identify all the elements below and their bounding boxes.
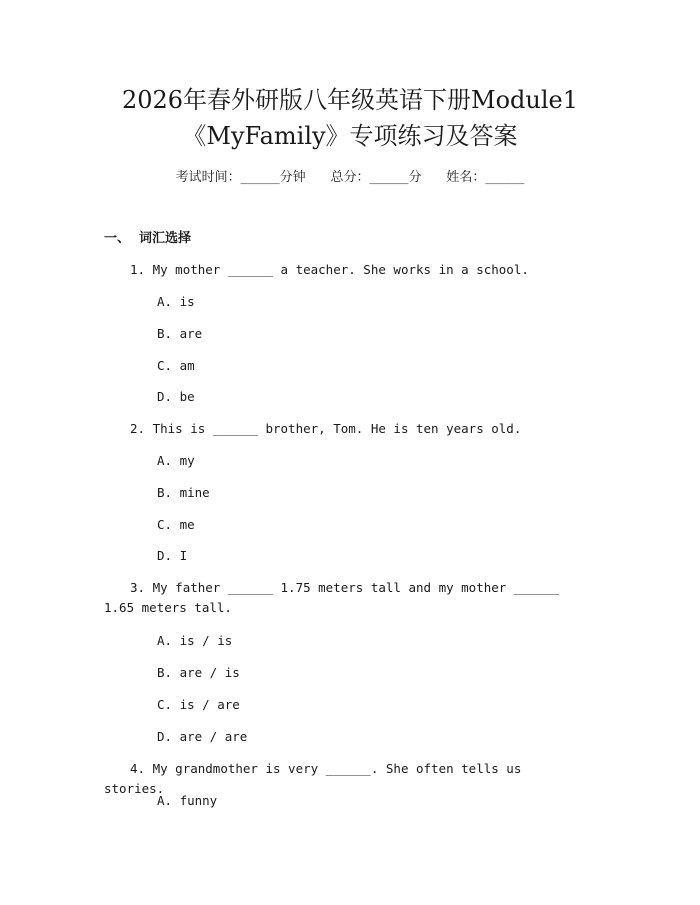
option-3b: B. are / is	[157, 665, 240, 680]
question-text: My mother ______ a teacher. She works in a school.	[152, 262, 529, 277]
option-1d: D. be	[157, 389, 195, 404]
score-label: 总分：	[330, 170, 370, 185]
page-title-line-1: 2026年春外研版八年级英语下册Module1	[121, 86, 579, 114]
time-blank: ______	[240, 170, 280, 185]
option-2b: B. mine	[157, 485, 210, 500]
time-unit: 分钟	[279, 170, 306, 185]
page-title-line-2: 《MyFamily》专项练习及答案	[182, 122, 518, 150]
option-2a: A. my	[157, 453, 195, 468]
question-text: My grandmother is very ______. She often tells us stories.	[104, 761, 522, 796]
exam-info-line	[0, 168, 700, 188]
question-text: This is ______ brother, Tom. He is ten years old.	[152, 421, 522, 436]
section-heading: 一、 词汇选择	[104, 231, 192, 246]
option-4a: A. funny	[157, 793, 218, 808]
question-number: 2.	[130, 421, 146, 436]
question-3	[104, 578, 574, 618]
score-blank: ______	[369, 170, 409, 185]
score-unit: 分	[408, 170, 422, 185]
option-3c: C. is / are	[157, 697, 240, 712]
question-number: 4.	[130, 761, 146, 776]
option-3a: A. is / is	[157, 633, 233, 648]
question-1	[104, 260, 574, 280]
option-3d: D. are / are	[157, 729, 248, 744]
time-label: 考试时间：	[175, 170, 241, 185]
question-number: 1.	[130, 262, 146, 277]
option-1c: C. am	[157, 358, 195, 373]
option-2c: C. me	[157, 517, 195, 532]
name-label: 姓名：	[446, 170, 486, 185]
question-2	[104, 419, 574, 439]
option-1b: B. are	[157, 326, 203, 341]
name-blank: ______	[485, 170, 525, 185]
question-number: 3.	[130, 580, 146, 595]
option-2d: D. I	[157, 548, 188, 563]
option-1a: A. is	[157, 294, 195, 309]
question-text: My father ______ 1.75 meters tall and my mother ______ 1.65 meters tall.	[104, 580, 559, 615]
